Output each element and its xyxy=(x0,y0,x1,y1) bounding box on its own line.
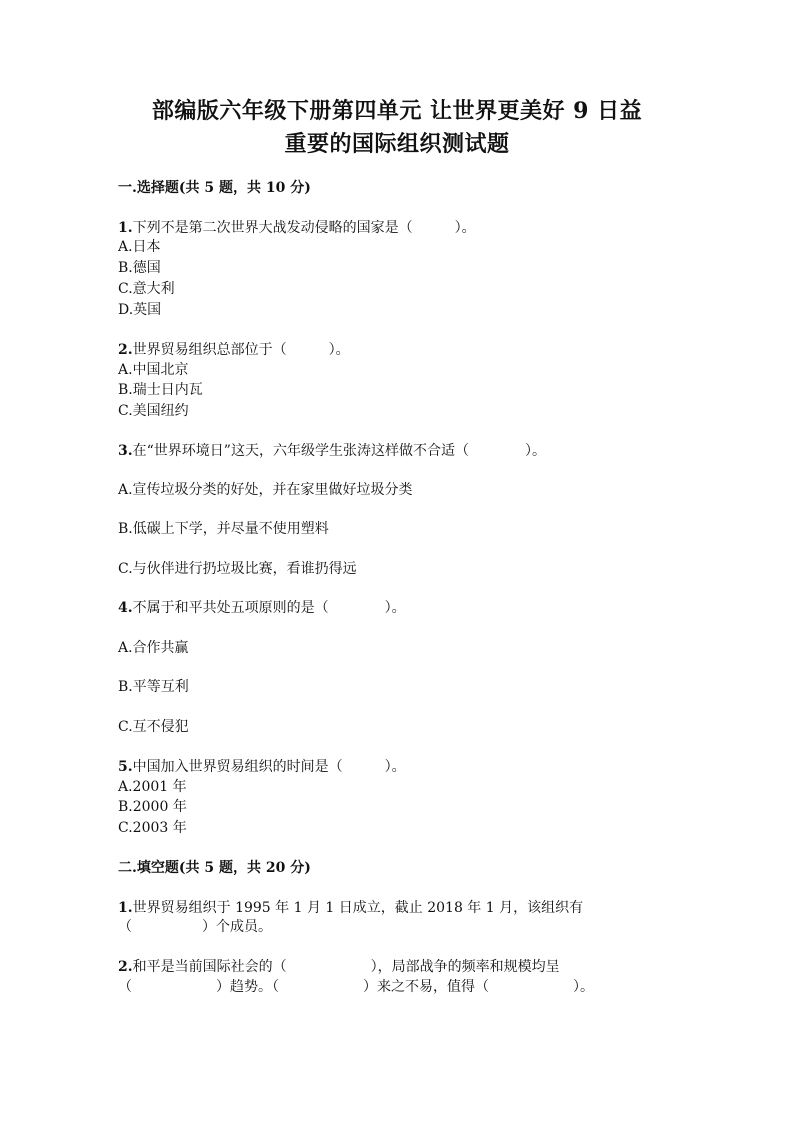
option-a: A.合作共赢 xyxy=(118,640,189,656)
section-heading-choice: 一.选择题(共 5 题，共 10 分) xyxy=(118,180,311,196)
fill-question-2 xyxy=(118,957,560,977)
question-5 xyxy=(118,757,406,777)
question-text: 和平是当前国际社会的（ ），局部战争的频率和规模均呈 xyxy=(132,959,560,975)
question-number: 2. xyxy=(118,959,133,975)
option-c: C.美国纽约 xyxy=(118,403,189,419)
question-1 xyxy=(118,218,476,238)
option-b: B.德国 xyxy=(118,260,161,276)
option-c: C.2003 年 xyxy=(118,820,187,836)
question-number: 1. xyxy=(118,900,133,916)
question-text: 在“世界环境日”这天，六年级学生张涛这样做不合适（ ）。 xyxy=(132,443,546,459)
fill-question-1 xyxy=(118,898,583,918)
fill-question-2-line-2: （ ）趋势。（ ）来之不易，值得（ ）。 xyxy=(118,979,594,995)
option-b: B.低碳上下学，并尽量不使用塑料 xyxy=(118,521,329,537)
option-d: D.英国 xyxy=(118,302,162,318)
question-3 xyxy=(118,441,546,461)
option-c: C.互不侵犯 xyxy=(118,719,189,735)
fill-question-1-line-2: （ ）个成员。 xyxy=(118,919,272,935)
question-2 xyxy=(118,340,350,360)
question-text: 中国加入世界贸易组织的时间是（ ）。 xyxy=(132,759,406,775)
option-b: B.2000 年 xyxy=(118,799,187,815)
question-text: 世界贸易组织于 1995 年 1 月 1 日成立，截止 2018 年 1 月，该组织有 xyxy=(132,900,584,916)
option-a: A.宣传垃圾分类的好处，并在家里做好垃圾分类 xyxy=(118,482,413,498)
question-4 xyxy=(118,598,406,618)
question-number: 3. xyxy=(118,443,133,459)
section-heading-fill-in: 二.填空题(共 5 题，共 20 分) xyxy=(118,860,311,876)
option-c: C.意大利 xyxy=(118,281,175,297)
page-title-line-2: 重要的国际组织测试题 xyxy=(284,131,510,157)
question-number: 2. xyxy=(118,342,133,358)
option-a: A.中国北京 xyxy=(118,362,189,378)
question-number: 5. xyxy=(118,759,133,775)
option-b: B.瑞士日内瓦 xyxy=(118,382,203,398)
page-title-line-1: 部编版六年级下册第四单元 让世界更美好 9 日益 xyxy=(151,98,643,124)
question-text: 下列不是第二次世界大战发动侵略的国家是（ ）。 xyxy=(132,220,476,236)
question-number: 4. xyxy=(118,600,133,616)
option-a: A.日本 xyxy=(118,239,161,255)
option-b: B.平等互利 xyxy=(118,679,189,695)
question-text: 世界贸易组织总部位于（ ）。 xyxy=(132,342,350,358)
question-text: 不属于和平共处五项原则的是（ ）。 xyxy=(132,600,406,616)
option-c: C.与伙伴进行扔垃圾比赛，看谁扔得远 xyxy=(118,561,357,577)
option-a: A.2001 年 xyxy=(118,779,187,795)
question-number: 1. xyxy=(118,220,133,236)
